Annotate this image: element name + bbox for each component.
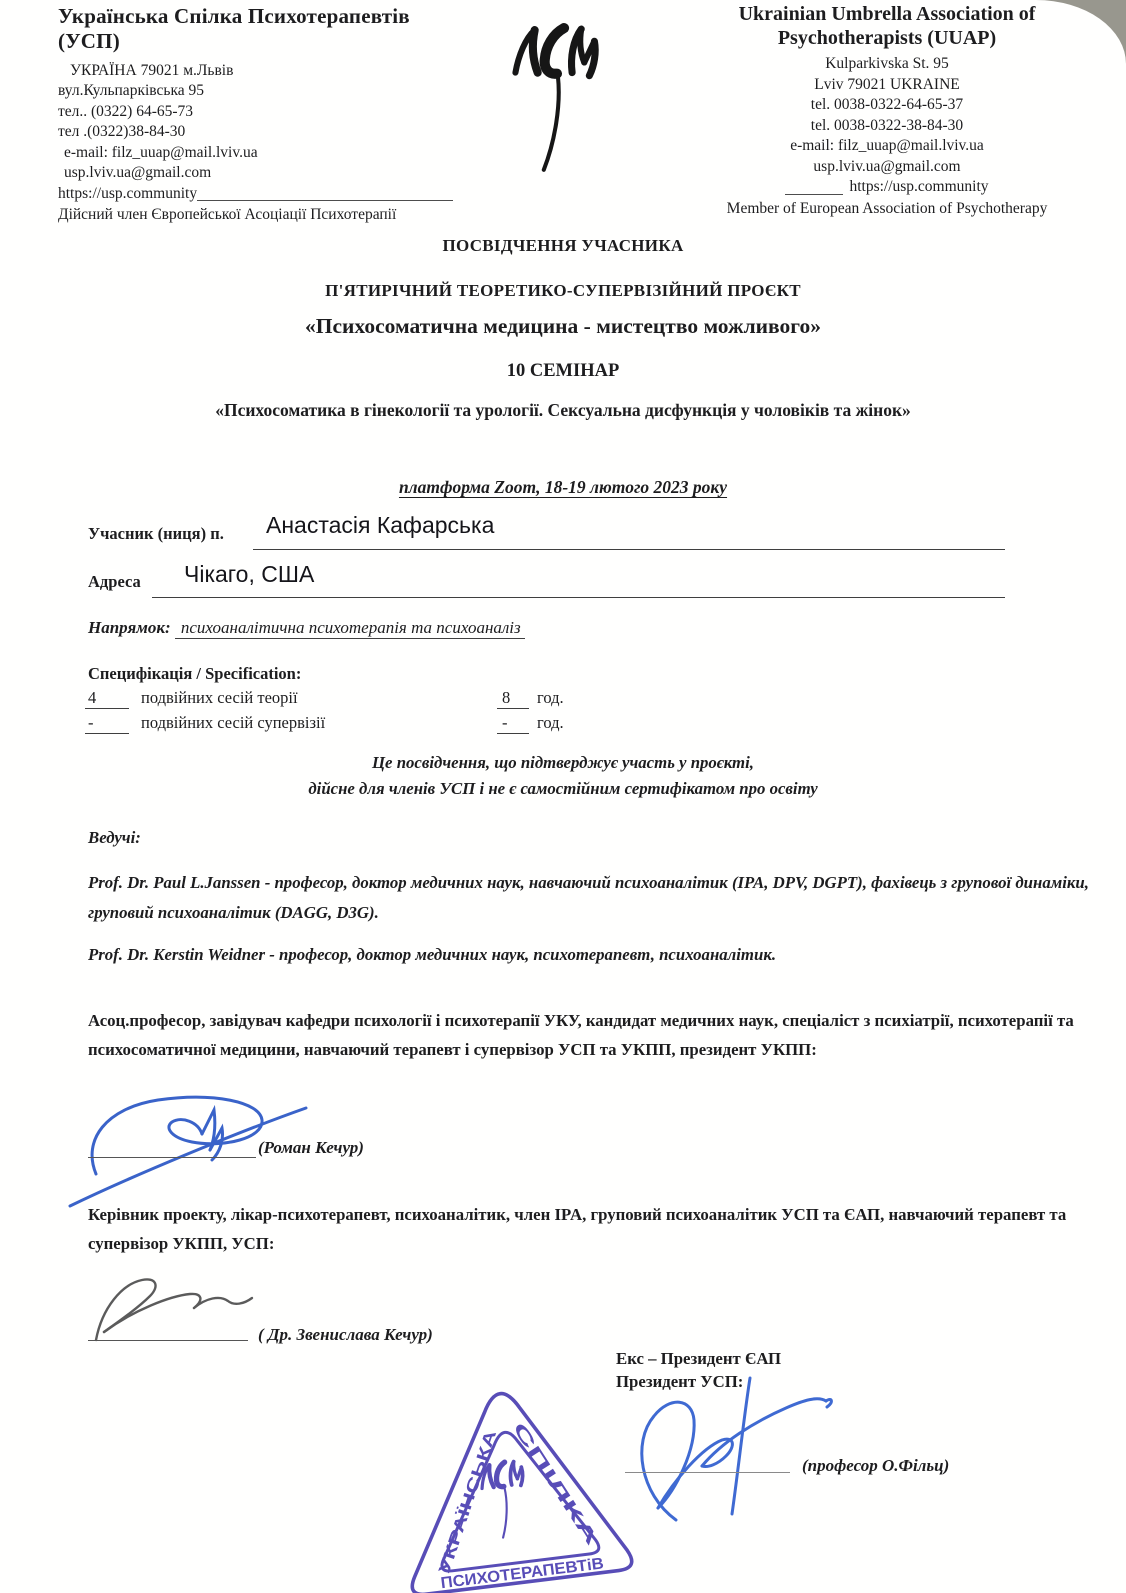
- spec-row-theory: [85, 688, 645, 712]
- leader-janssen: Prof. Dr. Paul L.Janssen - професор, доктор медичних наук, навчаючий психоаналітик (IPA, DPV, DGPT), фахівець з групової динаміки, груповий психоаналітик (DAGG, D3G).: [88, 873, 1089, 922]
- svg-text:УКРАЇНСЬКА: УКРАЇНСЬКА: [436, 1433, 499, 1576]
- signatory-filts-name: (професор О.Фільц): [802, 1456, 950, 1475]
- signature-line-1: [88, 1157, 256, 1158]
- uuap-logo-icon: [498, 22, 626, 184]
- statement-line1: Це посвідчення, що підтверджує участь у проєкті,: [372, 753, 754, 772]
- seminar-topic: «Психосоматика в гінекології та урології. Сексуальна дисфункція у чоловіків та жінок»: [215, 400, 911, 420]
- signature-line-3: [625, 1472, 790, 1473]
- address-underline: [152, 597, 1005, 598]
- org-contact-en: Kulparkivska St. 95 Lviv 79021 UKRAINE tel. 0038-0322-64-65-37 tel. 0038-0322-38-84-30 e-mail: filz_uuap@mail.lviv.ua usp.lviv.ua@gmail.com https://usp.community Member of European Association of Psychotherapy: [652, 54, 1122, 219]
- direction-row: [88, 618, 525, 638]
- specification-heading: Специфікація / Specification:: [88, 664, 302, 683]
- theory-hours: 8: [497, 688, 529, 709]
- theory-count: 4: [85, 688, 129, 709]
- org-contact-uk: УКРАЇНА 79021 м.Львів вул.Кульпарківська 95 тел.. (0322) 64-65-73 тел .(0322)38-84-30 e-mail: filz_uuap@mail.lviv.ua usp.lviv.ua@gmail.com https://usp.community Дійсний член Європейської Асоціації Психотерапії: [58, 61, 453, 226]
- ex-president-line: Екс – Президент ЄАП: [616, 1349, 782, 1368]
- org-header-english: [652, 2, 1122, 219]
- statement-line2: дійсне для членів УСП і не є самостійним сертифікатом про освіту: [308, 779, 818, 798]
- signature-filts: [612, 1372, 847, 1527]
- supervision-label: подвійних сесій супервізії: [141, 713, 326, 732]
- supervision-unit: год.: [537, 713, 564, 732]
- membership-line-en: Member of European Association of Psychotherapy: [726, 199, 1048, 217]
- membership-line-uk: Дійсний член Європейської Асоціації Психотерапії: [58, 206, 397, 224]
- address-label: Адреса: [88, 572, 141, 591]
- website-link-en: https://usp.community: [849, 178, 989, 195]
- org-title-en: Ukrainian Umbrella Association of Psychotherapists (UUAP): [738, 3, 1036, 49]
- seminar-number: 10 СЕМІНАР: [506, 361, 620, 381]
- svg-text:ПСИХОТЕРАПЕВТіВ: ПСИХОТЕРАПЕВТіВ: [439, 1555, 605, 1593]
- theory-unit: год.: [537, 688, 564, 707]
- address-value: Чікаго, США: [184, 561, 315, 587]
- theory-label: подвійних сесій теорії: [141, 688, 298, 707]
- leaders-heading: Ведучі:: [88, 828, 141, 847]
- org-title-uk: Українська Спілка Психотерапевтів (УСП): [58, 4, 410, 53]
- project-name: «Психосоматична медицина - мистецтво можливого»: [304, 314, 821, 338]
- leader-weidner: Prof. Dr. Kerstin Weidner - професор, доктор медичних наук, психотерапевт, психоаналітик.: [88, 945, 777, 964]
- uuap-triangular-stamp-icon: [385, 1368, 637, 1593]
- website-link-uk: https://usp.community: [58, 184, 198, 202]
- certificate-title: ПОСВІДЧЕННЯ УЧАСНИКА: [442, 236, 684, 255]
- signature-zvenyslava-kechur: [90, 1270, 270, 1355]
- signatory-kechur-z-name: ( Др. Звенислава Кечур): [258, 1325, 433, 1344]
- signature-line-2: [88, 1340, 248, 1341]
- signatory-kechur-z-description: Керівник проекту, лікар-психотерапевт, психоаналітик, член IPA, груповий психоаналітик УСП та ЄАП, навчаючий терапевт та супервізор УКПП, УСП:: [88, 1205, 1067, 1253]
- direction-value: психоаналітична психотерапія та психоаналіз: [175, 618, 525, 639]
- participant-value: Анастасія Кафарська: [266, 512, 495, 538]
- supervision-hours: -: [497, 713, 529, 734]
- president-line: Президент УСП:: [616, 1372, 744, 1391]
- project-title: П'ЯТИРІЧНИЙ ТЕОРЕТИКО-СУПЕРВІЗІЙНИЙ ПРОЄКТ: [325, 281, 801, 300]
- org-header-ukrainian: [58, 4, 453, 226]
- platform-date-line: платформа Zoom, 18-19 лютого 2023 року: [398, 477, 728, 497]
- divider-line: [785, 194, 843, 195]
- direction-label: Напрямок:: [88, 618, 171, 637]
- signatory-kechur-r-name: (Роман Кечур): [258, 1138, 364, 1157]
- participant-underline: [253, 549, 1005, 550]
- spec-row-supervision: [85, 713, 645, 737]
- svg-text:СПІЛКА: СПІЛКА: [508, 1419, 594, 1537]
- supervision-count: -: [85, 713, 129, 734]
- signatory-kechur-r-description: Асоц.професор, завідувач кафедри психології і психотерапії УКУ, кандидат медичних наук, спеціаліст з психіатрії, психотерапії та психосоматичної медицини, навчаючий терапевт і супервізор УСП та УКПП, президент УКПП:: [88, 1011, 1074, 1059]
- participant-label: Учасник (ниця) п.: [88, 524, 224, 543]
- divider-line: [197, 200, 453, 201]
